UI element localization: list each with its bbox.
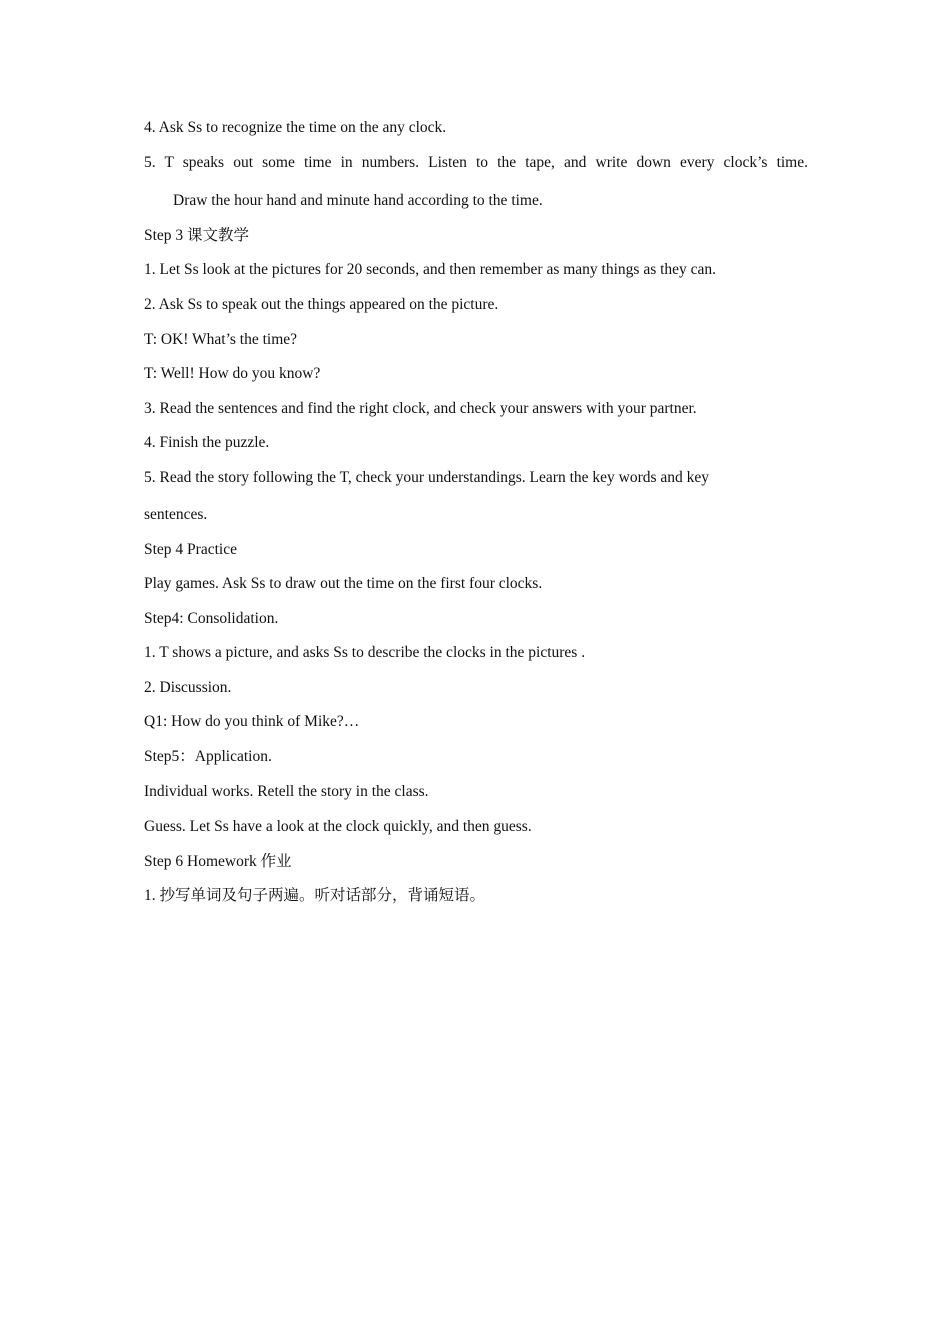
line-application-2: Guess. Let Ss have a look at the clock quickly, and then guess.: [144, 818, 532, 835]
line-practice: Play games. Ask Ss to draw out the time on the first four clocks.: [144, 575, 543, 592]
line-step3-item1: 1. Let Ss look at the pictures for 20 seconds, and then remember as many things as they can.: [144, 261, 717, 278]
line-step2-item5-continued: Draw the hour hand and minute hand according to the time.: [173, 192, 543, 209]
line-question-q1: Q1: How do you think of Mike?…: [144, 713, 360, 730]
line-step3-item5: 5. Read the story following the T, check your understandings. Learn the key words and key: [144, 469, 710, 486]
line-step2-item5: 5. T speaks out some time in numbers. Listen to the tape, and write down every clock’s time.: [144, 154, 808, 171]
line-application-1: Individual works. Retell the story in the class.: [144, 783, 429, 800]
line-step3-item4: 4. Finish the puzzle.: [144, 434, 270, 451]
heading-step3: Step 3 课文教学: [144, 227, 250, 244]
line-consolidation-item2: 2. Discussion.: [144, 679, 232, 696]
heading-step6: Step 6 Homework 作业: [144, 853, 292, 870]
heading-step4-practice: Step 4 Practice: [144, 541, 237, 558]
line-consolidation-item1: 1. T shows a picture, and asks Ss to describe the clocks in the pictures .: [144, 644, 586, 661]
line-homework-1: 1. 抄写单词及句子两遍。听对话部分，背诵短语。: [144, 887, 486, 904]
heading-step5: Step5：Application.: [144, 748, 272, 765]
line-step3-item5-continued: sentences.: [144, 506, 208, 523]
line-dialog-1: T: OK! What’s the time?: [144, 331, 298, 348]
line-step2-item4: 4. Ask Ss to recognize the time on the any clock.: [144, 119, 447, 136]
line-step3-item3: 3. Read the sentences and find the right clock, and check your answers with your partner.: [144, 400, 697, 417]
heading-step4-consolidation: Step4: Consolidation.: [144, 610, 279, 627]
line-dialog-2: T: Well! How do you know?: [144, 365, 321, 382]
line-step3-item2: 2. Ask Ss to speak out the things appeared on the picture.: [144, 296, 499, 313]
